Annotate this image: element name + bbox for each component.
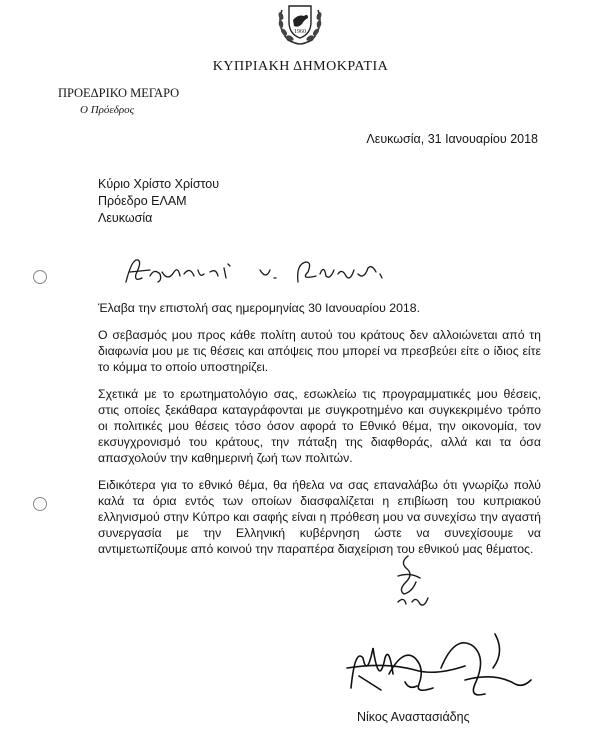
recipient-name: Κύριο Χρίστο Χρίστου — [98, 177, 220, 191]
letter-date: Λευκωσία, 31 Ιανουαρίου 2018 — [366, 132, 538, 146]
coat-of-arms-icon — [268, 0, 332, 46]
paragraph-3: Σχετικά με το ερωτηματολόγιο σας, εσωκλείω τις προγραμματικές μου θέσεις, στις οποίες ξεκάθαρα καταγράφονται με συγκροτημένο και συγκεκριμένο τρόπο οι πολιτικές μου θέσεις τόσο όσον αφορά το Εθνικό θέμα, την οικονομία, τον εκσυγχρονισμό του κράτους, την πάταξη της διαφθοράς, αλλά και τα όσα απασχολούν την καθημερινή ζωή των πολιτών. — [98, 387, 541, 465]
recipient-title: Πρόεδρο ΕΛΑΜ — [98, 194, 187, 208]
signature-image — [345, 628, 535, 703]
punch-hole-mark — [33, 270, 47, 284]
office-subheading: Ο Πρόεδρος — [80, 104, 135, 116]
palace-heading: ΠΡΟΕΔΡΙΚΟ ΜΕΓΑΡΟ — [58, 86, 180, 100]
paragraph-2: Ο σεβασμός μου προς κάθε πολίτη αυτού του κράτους δεν αλλοιώνεται από τη διαφωνία μου με τις θέσεις και απόψεις που μπορεί να πρεσβεύει είτε ο ίδιος είτε το κόμμα το οποίο υποστηρίζει. — [98, 328, 541, 374]
handwritten-closing — [378, 552, 448, 612]
punch-hole-mark — [33, 497, 47, 511]
recipient-city: Λευκωσία — [98, 211, 153, 225]
paragraph-1: Έλαβα την επιστολή σας ημερομηνίας 30 Ιανουαρίου 2018. — [98, 301, 421, 315]
signatory-name: Νίκος Αναστασιάδης — [357, 710, 470, 724]
paragraph-4: Ειδικότερα για το εθνικό θέμα, θα ήθελα να σας επαναλάβω ότι γνωρίζω πολύ καλά τα όρια εντός των οποίων διασφαλίζεται η επιβίωση του κυπριακού ελληνισμού στην Κύπρο και σαφής είναι η πρόθεση μου να συνεχίσω την αγαστή συνεργασία με την Ελληνική κυβέρνηση ώστε να συνεχίσουμε να αντιμετωπίζουμε από κοινού την παραπέρα διαχείριση του εθνικού μας θέματος. — [98, 478, 541, 556]
handwritten-greeting — [120, 252, 390, 296]
svg-text:1960: 1960 — [294, 29, 306, 35]
republic-heading: ΚΥΠΡΙΑΚΗ ΔΗΜΟΚΡΑΤΙΑ — [212, 59, 389, 74]
